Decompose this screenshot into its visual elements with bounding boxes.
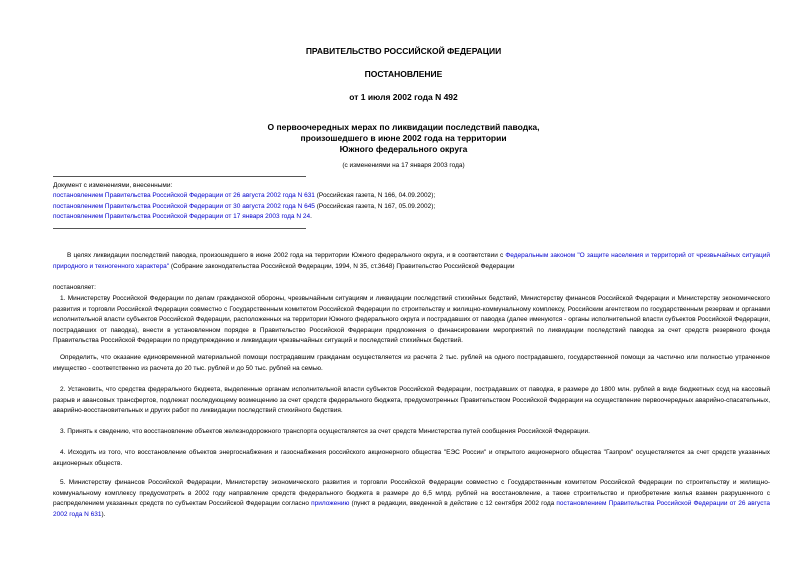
title-line: Южного федерального округа bbox=[339, 144, 468, 154]
intro-paragraph bbox=[53, 251, 770, 272]
change-source: (Российская газета, N 167, 05.09.2002); bbox=[314, 203, 436, 210]
paragraph-4: 4. Исходить из того, что восстановление объектов энергоснабжения и газоснабжения российского акционерного общества "ЕЭС России" и открытого акционерного общества "Газпром" осуществляется за счет средств указанных акционерных обществ. bbox=[53, 449, 770, 467]
amended-note: (с изменениями на 17 января 2003 года) bbox=[342, 162, 465, 169]
title-line: произошедшего в июне 2002 года на территории bbox=[300, 133, 507, 143]
change-item bbox=[53, 202, 435, 213]
change-item bbox=[53, 212, 312, 223]
government-heading: ПРАВИТЕЛЬСТВО РОССИЙСКОЙ ФЕДЕРАЦИИ bbox=[305, 46, 502, 56]
amendment-link[interactable]: постановлением Правительства Российской Федерации от 26 августа 2002 года N 631 bbox=[53, 500, 770, 518]
paragraph-5-text: ). bbox=[101, 510, 106, 518]
change-item bbox=[53, 191, 435, 202]
paragraph-1-second: Определить, что оказание единовременной материальной помощи пострадавшим гражданам осуществляется из расчета 2 тыс. рублей на одного пострадавшего, государственной помощи за частично или полностью утраченное имущество - соответственно из расчета до 20 тыс. рублей и до 50 тыс. рублей на семью. bbox=[53, 354, 770, 372]
change-link[interactable]: постановлением Правительства Российской Федерации от 30 августа 2002 года N 645 bbox=[53, 203, 315, 210]
title-line: О первоочередных мерах по ликвидации последствий паводка, bbox=[267, 122, 540, 132]
change-source: (Российская газета, N 166, 04.09.2002); bbox=[314, 192, 436, 199]
divider-top bbox=[53, 176, 306, 177]
change-link[interactable]: постановлением Правительства Российской Федерации от 17 января 2003 года N 24 bbox=[53, 213, 311, 220]
intro-text: (Собрание законодательства Российской Федерации, 1994, N 35, ст.3648) Правительство Российской Федерации bbox=[169, 262, 515, 270]
document-title bbox=[0, 122, 807, 155]
paragraph-5 bbox=[53, 478, 770, 520]
document-date-number: от 1 июля 2002 года N 492 bbox=[349, 92, 458, 102]
change-source: . bbox=[310, 213, 312, 220]
intro-text: В целях ликвидации последствий паводка, произошедшего в июне 2002 года на территории Южного федерального округа, и в соответствии с bbox=[67, 252, 506, 259]
paragraph-5-text: 5. Министерству финансов Российской Федерации, Министерству экономического развития и торговли Российской Федерации совместно с Государственным комитетом Российской Федерации по строительству и жилищно-коммунальному комплексу предусмотреть в 2002 году направление средств федерального бюджета в размере до 6,5 млрд. рублей на восстановление, а также строительство и приобретение жилья взамен разрушенного с распределением указанных средств по субъектам Российской Федерации согласно bbox=[53, 479, 770, 507]
appendix-link[interactable]: приложению bbox=[311, 500, 350, 507]
paragraph-1: 1. Министерству Российской Федерации по делам гражданской обороны, чрезвычайным ситуациям и ликвидации последствий стихийных бедствий, Министерству финансов Российской Федерации и Министерству экономического развития и торговли Российской Федерации совместно с Государственным комитетом Российской Федерации по строительству и жилищно-коммунальному комплексу, Российским агентством по государственным резервам и органами исполнительной власти субъектов Российской Федерации, расположенных на территории Южного федерального округа и пострадавших от паводка (далее именуются - органы исполнительной власти субъектов Российской Федерации, пострадавших от паводка), внести в установленном порядке в Правительство Российской Федерации предложения о финансировании мероприятий по ликвидации последствий паводка за счет средств резервного фонда Правительства Российской Федерации по предупреждению и ликвидации чрезвычайных ситуаций и последствий стихийных бедствий. bbox=[53, 295, 770, 344]
paragraph-3: 3. Принять к сведению, что восстановление объектов железнодорожного транспорта осуществляется за счет средств Министерства путей сообщения Российской Федерации. bbox=[60, 428, 590, 435]
federal-law-link[interactable]: Федеральным законом "О защите населения и территорий от чрезвычайных ситуаций природного и техногенного характера" bbox=[53, 252, 770, 270]
decree-word: постановляет: bbox=[53, 284, 96, 291]
paragraph-5-text: (пункт в редакции, введенной в действие с 12 сентября 2002 года bbox=[349, 500, 557, 507]
divider-bottom bbox=[53, 228, 306, 229]
changes-heading: Документ с изменениями, внесенными: bbox=[53, 182, 173, 189]
document-type: ПОСТАНОВЛЕНИЕ bbox=[364, 69, 443, 79]
paragraph-2: 2. Установить, что средства федерального бюджета, выделенные органам исполнительной власти субъектов Российской Федерации, пострадавших от паводка, в размере до 1800 млн. рублей в виде бюджетных ссуд на кассовый разрыв и авансовых трансфертов, подлежат последующему возмещению за счет средств федерального бюджета, предусмотренных Правительством Российской Федерации на осуществление первоочередных аварийно-спасательных, аварийно-восстановительных и других работ по ликвидации последствий стихийного бедствия. bbox=[53, 386, 770, 414]
change-link[interactable]: постановлением Правительства Российской Федерации от 26 августа 2002 года N 631 bbox=[53, 192, 315, 199]
